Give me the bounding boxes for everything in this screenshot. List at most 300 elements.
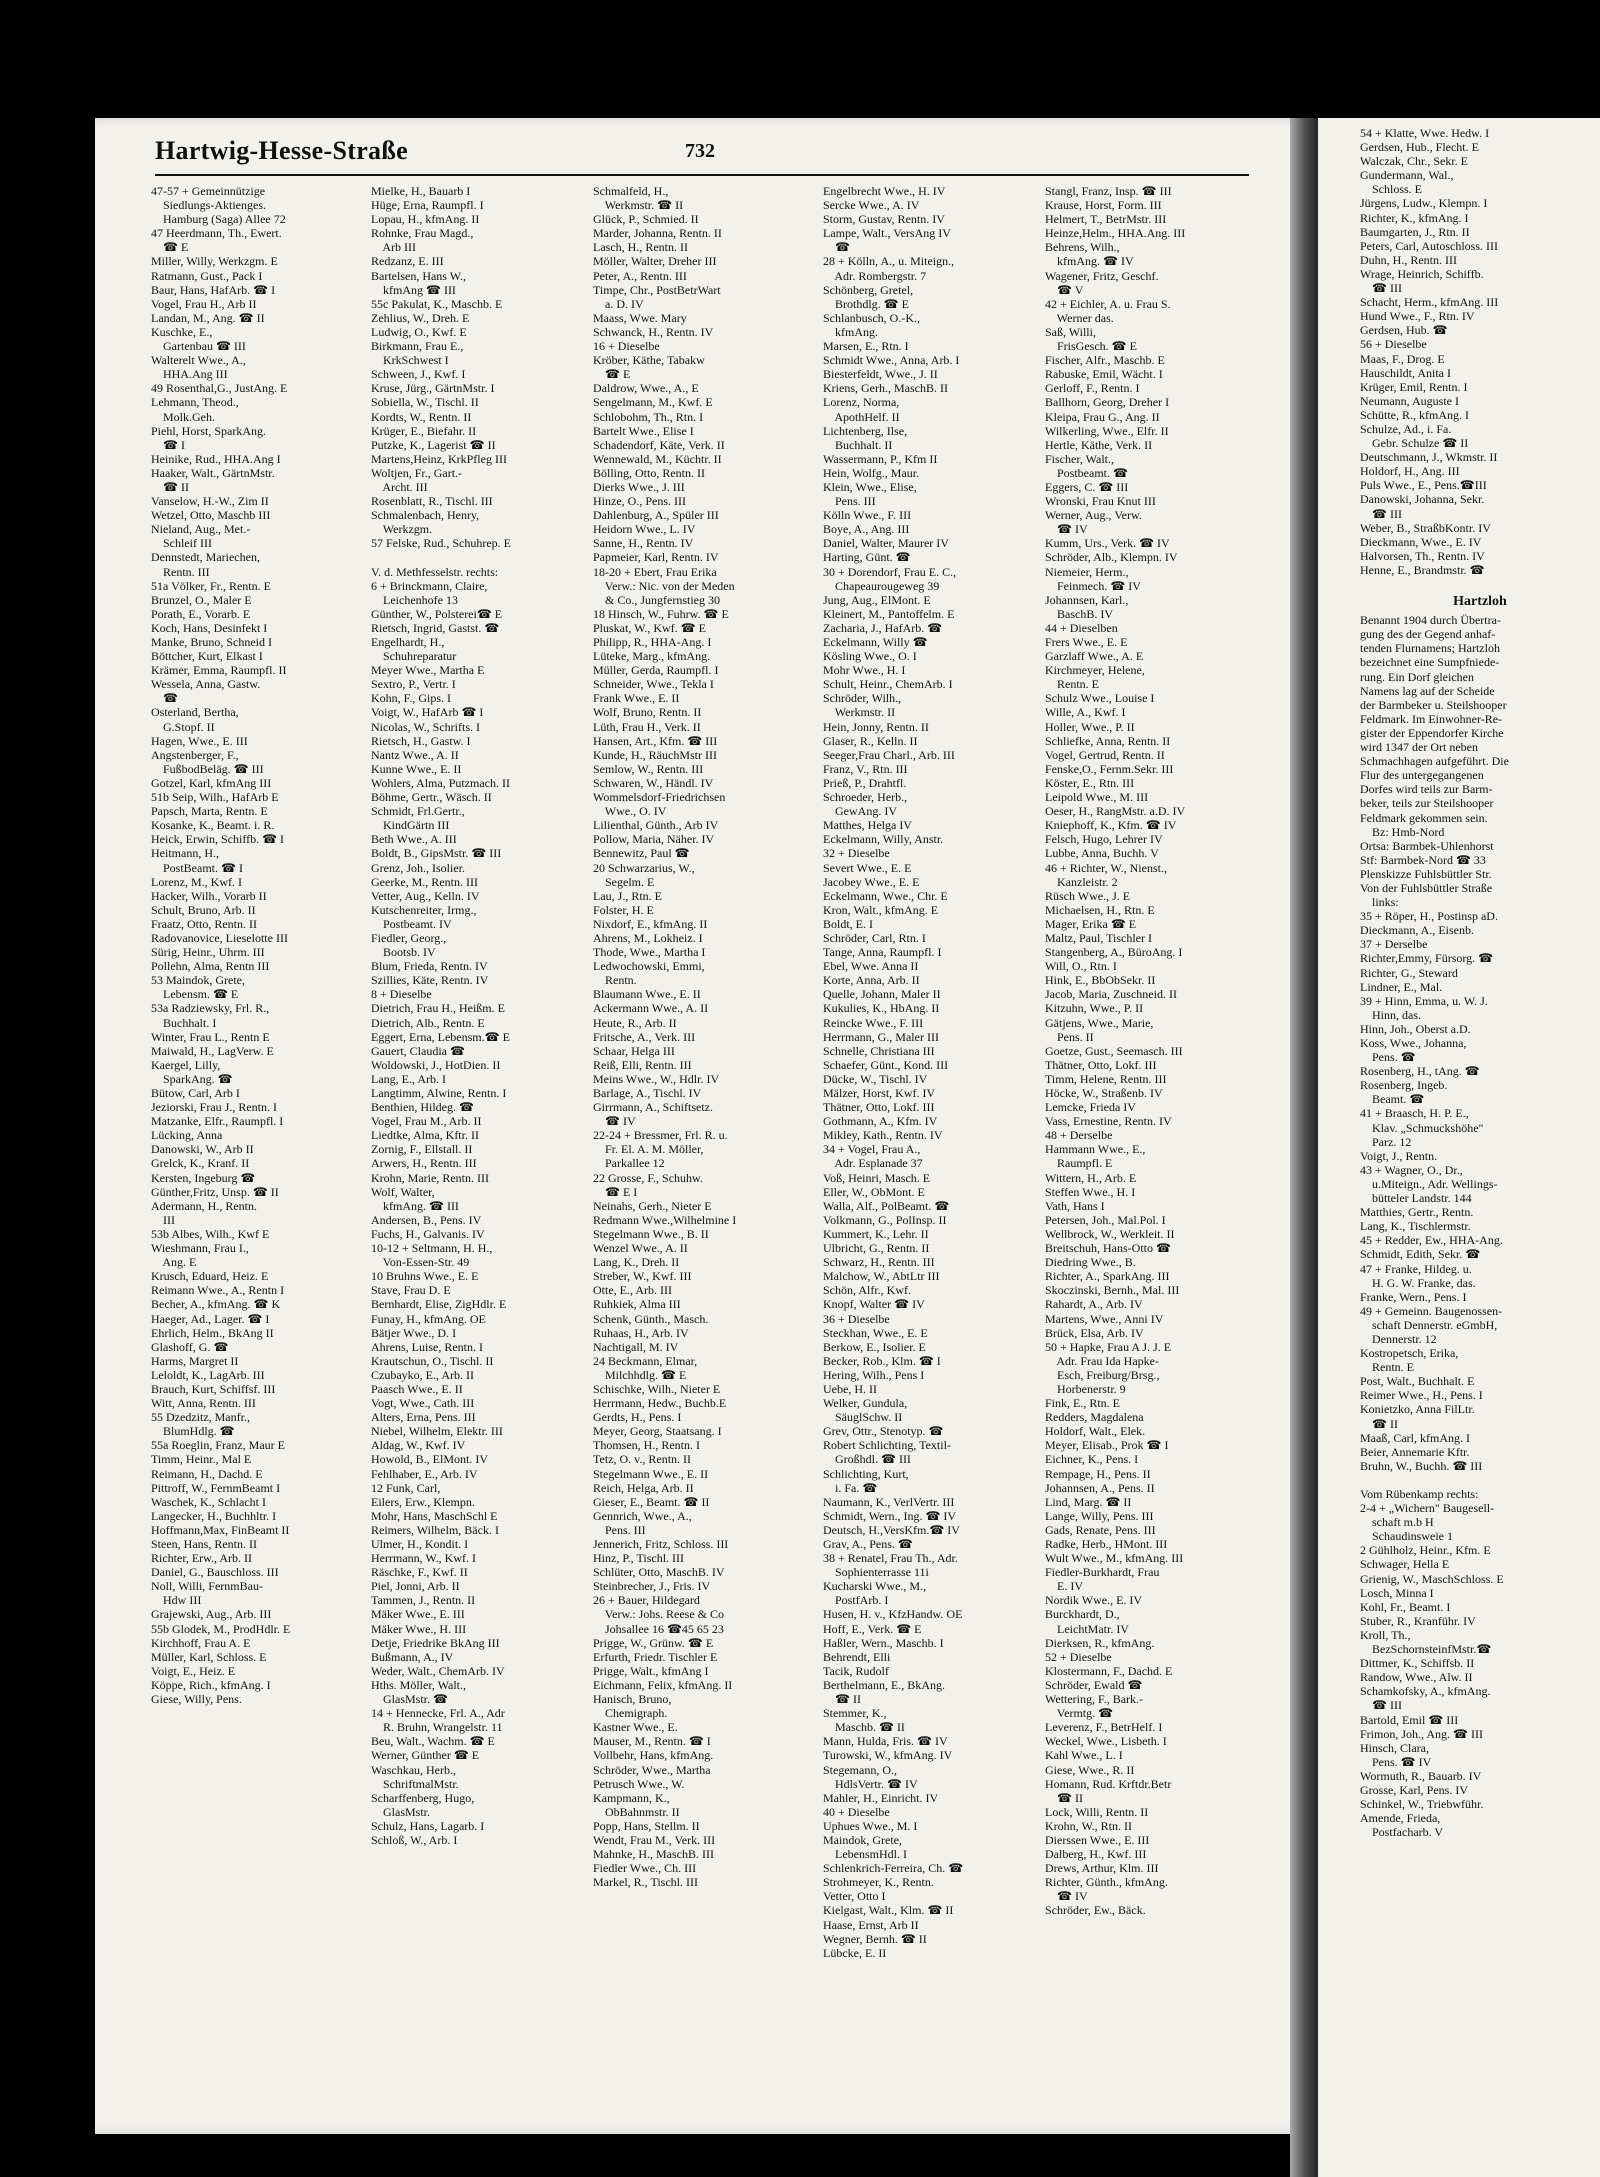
directory-entry: Behrendt, Elli bbox=[823, 1649, 891, 1664]
directory-entry: Sengelmann, M., Kwf. E bbox=[593, 395, 713, 410]
directory-entry: Eckelmann, Willy ☎ bbox=[823, 635, 928, 649]
directory-entry: Mauser, M., Rentn. ☎ I bbox=[593, 1734, 711, 1749]
directory-entry: Eichmann, Felix, kfmAng. II bbox=[593, 1677, 733, 1692]
directory-entry: KrkSchwest I bbox=[371, 353, 449, 368]
directory-entry: Pens. ☎ IV bbox=[1360, 1754, 1432, 1769]
directory-entry: Papmeier, Karl, Rentn. IV bbox=[593, 550, 719, 565]
directory-entry: Adermann, H., Rentn. bbox=[151, 1198, 257, 1213]
directory-entry: Reiß, Elli, Rentn. III bbox=[593, 1057, 692, 1072]
directory-entry: bezeichnet eine Sumpfniede- bbox=[1360, 655, 1500, 670]
directory-entry: Henne, E., Brandmstr. ☎ bbox=[1360, 562, 1485, 577]
directory-entry: Matthies, Gertr., Rentn. bbox=[1360, 1205, 1474, 1220]
directory-entry: Langecker, H., Buchhltr. I bbox=[151, 1508, 277, 1523]
directory-entry: 28 + Kölln, A., u. Miteign., bbox=[823, 254, 955, 269]
directory-entry: Meins Wwe., W., Hdlr. IV bbox=[593, 1071, 720, 1086]
directory-entry: Meyer, Elisab., Prok ☎ I bbox=[1045, 1438, 1169, 1453]
directory-entry: Strohmeyer, K., Rentn. bbox=[823, 1875, 934, 1890]
directory-entry: Hinn, das. bbox=[1360, 1007, 1421, 1022]
directory-entry: Krause, Horst, Form. III bbox=[1045, 198, 1162, 213]
directory-entry: Fiedler, Georg., bbox=[371, 930, 447, 945]
directory-entry: Richter, K., kfmAng. I bbox=[1360, 210, 1469, 225]
directory-entry: Hdw III bbox=[151, 1593, 202, 1608]
directory-entry: Kucharski Wwe., M., bbox=[823, 1579, 927, 1594]
directory-entry: Hein, Wolfg., Maur. bbox=[823, 465, 920, 480]
directory-entry: Woltjen, Fr., Gart.- bbox=[371, 465, 463, 480]
directory-entry: Müller, Gerda, Raumpfl. I bbox=[593, 663, 719, 678]
directory-entry: u.Miteign., Adr. Wellings- bbox=[1360, 1176, 1498, 1191]
directory-entry: Herrmann, Hedw., Buchb.E bbox=[593, 1396, 727, 1411]
directory-entry: Landan, M., Ang. ☎ II bbox=[151, 310, 265, 325]
directory-entry: Kitzuhn, Wwe., P. II bbox=[1045, 1001, 1144, 1016]
directory-entry: Wettering, F., Bark.- bbox=[1045, 1692, 1144, 1707]
directory-entry: Reimann Wwe., A., Rentn I bbox=[151, 1283, 285, 1298]
directory-entry: Lang, E., Arb. I bbox=[371, 1071, 446, 1086]
directory-entry: Wennewald, M., Küchtr. II bbox=[593, 451, 722, 466]
directory-entry: Miller, Willy, Werkzgm. E bbox=[151, 254, 278, 269]
directory-entry: Fischer, Walt., bbox=[1045, 451, 1114, 466]
directory-entry: Wendt, Frau M., Verk. III bbox=[593, 1832, 716, 1847]
directory-entry: Rempage, H., Pens. II bbox=[1045, 1466, 1151, 1481]
directory-entry: Biesterfeldt, Wwe., J. II bbox=[823, 367, 938, 382]
directory-entry: Raumpfl. E bbox=[1045, 1156, 1113, 1171]
directory-entry: Rüsch Wwe., J. E bbox=[1045, 888, 1131, 903]
directory-entry: Fuchs, H., Galvanis. IV bbox=[371, 1226, 485, 1241]
directory-entry: Fink, E., Rtn. E bbox=[1045, 1396, 1121, 1411]
directory-entry: Jeziorski, Frau J., Rentn. I bbox=[151, 1100, 277, 1115]
directory-entry: Otte, E., Arb. III bbox=[593, 1283, 672, 1298]
directory-entry: Von-Essen-Str. 49 bbox=[371, 1255, 470, 1270]
directory-entry: 14 + Hennecke, Frl. A., Adr bbox=[371, 1706, 505, 1721]
directory-entry: 43 + Wagner, O., Dr., bbox=[1360, 1162, 1463, 1177]
directory-entry: Schön, Alfr., Kwf. bbox=[823, 1283, 911, 1298]
directory-entry: Beier, Annemarie Kftr. bbox=[1360, 1444, 1470, 1459]
directory-entry: R. Bruhn, Wrangelstr. 11 bbox=[371, 1720, 503, 1735]
directory-entry: Martens, Wwe., Anni IV bbox=[1045, 1311, 1164, 1326]
directory-entry: Gebr. Schulze ☎ II bbox=[1360, 436, 1469, 451]
directory-entry: Ehrlich, Helm., BkAng II bbox=[151, 1325, 274, 1340]
directory-entry: G.Stopf. II bbox=[151, 719, 215, 734]
directory-entry: Schamkofsky, A., kfmAng. bbox=[1360, 1684, 1491, 1699]
directory-entry: Vath, Hans I bbox=[1045, 1198, 1105, 1213]
directory-entry: ☎ E bbox=[151, 240, 189, 255]
directory-entry: Dietrich, Alb., Rentn. E bbox=[371, 1015, 485, 1030]
directory-entry: Daldrow, Wwe., A., E bbox=[593, 381, 699, 396]
directory-entry: Maschb. ☎ II bbox=[823, 1720, 905, 1735]
directory-entry: Werner das. bbox=[1045, 310, 1114, 325]
directory-entry: Wolf, Bruno, Rentn. II bbox=[593, 705, 702, 720]
directory-entry: Neumann, Auguste I bbox=[1360, 393, 1459, 408]
directory-entry: Schulz Wwe., Louise I bbox=[1045, 691, 1155, 706]
directory-entry: 47 Heerdmann, Th., Ewert. bbox=[151, 226, 282, 241]
directory-entry: Feldmark. Im Einwohner-Re- bbox=[1360, 711, 1503, 726]
directory-entry: Vom Rübenkamp rechts: bbox=[1360, 1487, 1479, 1501]
directory-entry: Ballhorn, Georg, Dreher I bbox=[1045, 395, 1170, 410]
directory-entry: Wohlers, Alma, Putzmach. II bbox=[371, 775, 511, 790]
directory-entry: Adr. Esplanade 37 bbox=[823, 1156, 923, 1171]
directory-entry: Frimon, Joh., Ang. ☎ III bbox=[1360, 1726, 1483, 1741]
directory-entry: Schröder, Carl, Rtn. I bbox=[823, 930, 926, 945]
directory-entry: ☎ IV bbox=[593, 1114, 636, 1129]
directory-entry: Kösling Wwe., O. I bbox=[823, 649, 917, 664]
directory-entry: Uebe, H. II bbox=[823, 1381, 877, 1396]
directory-entry: 53a Radziewsky, Frl. R., bbox=[151, 1001, 270, 1016]
directory-entry: Timm, Helene, Rentn. III bbox=[1045, 1071, 1167, 1086]
directory-entry: Losch, Minna I bbox=[1360, 1585, 1434, 1600]
directory-entry: Grosse, Karl, Pens. IV bbox=[1360, 1782, 1468, 1797]
directory-entry: Ang. E bbox=[151, 1255, 197, 1270]
directory-entry: Hinze, O., Pens. III bbox=[593, 494, 686, 509]
directory-entry: Kröber, Käthe, Tabakw bbox=[593, 353, 705, 368]
directory-entry: Rietsch, H., Gastw. I bbox=[371, 733, 471, 748]
directory-entry: Holdorf, Walt., Elek. bbox=[1045, 1424, 1146, 1439]
directory-entry: Glaser, R., Kelln. II bbox=[823, 733, 918, 748]
directory-entry: Kirchmeyer, Helene, bbox=[1045, 663, 1145, 678]
directory-entry: Schulze, Ad., i. Fa. bbox=[1360, 421, 1452, 436]
directory-entry: Bartelt Wwe., Elise I bbox=[593, 423, 694, 438]
directory-entry: 51a Völker, Fr., Rentn. E bbox=[151, 578, 271, 593]
directory-entry: Osterland, Bertha, bbox=[151, 705, 239, 720]
directory-entry: ☎ I bbox=[151, 437, 185, 452]
directory-entry: Benannt 1904 durch Übertra- bbox=[1360, 613, 1501, 628]
directory-entry: Tammen, J., Rentn. II bbox=[371, 1593, 476, 1608]
directory-entry: Rentn. III bbox=[151, 564, 210, 579]
directory-entry: BlumHdlg. ☎ bbox=[151, 1424, 235, 1439]
column-4 bbox=[819, 184, 1041, 1960]
directory-entry: HdlsVertr. ☎ IV bbox=[823, 1776, 918, 1791]
directory-entry: Esch, Freiburg/Brsg., bbox=[1045, 1367, 1160, 1382]
directory-entry: Puls Wwe., E., Pens.☎III bbox=[1360, 478, 1487, 493]
directory-entry: 26 + Bauer, Hildegard bbox=[593, 1593, 700, 1608]
directory-entry: Dieckmann, A., Eisenb. bbox=[1360, 923, 1474, 938]
directory-entry: ☎ III bbox=[1360, 281, 1402, 296]
directory-entry: Dorfes wird teils zur Barm- bbox=[1360, 782, 1493, 797]
directory-entry: Pollehn, Alma, Rentn III bbox=[151, 959, 270, 974]
directory-entry: Feldmark gekommen sein. bbox=[1360, 810, 1488, 825]
directory-entry: Klostermann, F., Dachd. E bbox=[1045, 1663, 1173, 1678]
directory-entry: Welker, Gundula, bbox=[823, 1396, 908, 1411]
directory-entry: Kron, Walt., kfmAng. E bbox=[823, 902, 939, 917]
directory-entry: Holler, Wwe., P. II bbox=[1045, 719, 1135, 734]
directory-entry: Zornig, F., Ellstall. II bbox=[371, 1142, 473, 1157]
directory-entry: Pens. II bbox=[1045, 1029, 1094, 1044]
directory-entry: Feinmech. ☎ IV bbox=[1045, 578, 1141, 593]
directory-entry: 12 Funk, Carl, bbox=[371, 1480, 441, 1495]
directory-entry: Mager, Erika ☎ E bbox=[1045, 916, 1137, 931]
directory-entry: Schröder, Ewald ☎ bbox=[1045, 1677, 1143, 1692]
directory-entry: Jacob, Maria, Zuschneid. II bbox=[1045, 987, 1177, 1002]
directory-entry: 10 Bruhns Wwe., E. E bbox=[371, 1269, 479, 1284]
directory-entry: Schmidt, Edith, Sekr. ☎ bbox=[1360, 1247, 1481, 1262]
directory-entry: Hoffmann,Max, FinBeamt II bbox=[151, 1522, 290, 1537]
directory-entry: Gennrich, Wwe., A., bbox=[593, 1508, 692, 1523]
directory-entry: Mahler, H., Einricht. IV bbox=[823, 1790, 939, 1805]
directory-entry: Seeger,Frau Charl., Arb. III bbox=[823, 747, 955, 762]
directory-entry: Schween, J., Kwf. I bbox=[371, 367, 466, 382]
directory-entry: ☎ II bbox=[1045, 1790, 1083, 1805]
directory-entry: Wrage, Heinrich, Schiffb. bbox=[1360, 266, 1484, 281]
columns bbox=[95, 176, 1305, 1960]
running-head: Hartwig-Hesse-Straße bbox=[155, 136, 408, 165]
directory-entry: Schroeder, Herb., bbox=[823, 790, 908, 805]
directory-entry: Birkmann, Frau E., bbox=[371, 339, 464, 354]
directory-entry: Kummert, K., Lehr. II bbox=[823, 1226, 929, 1241]
directory-entry: Thätner, Otto, Lokf. III bbox=[823, 1100, 935, 1115]
directory-entry: ☎ II bbox=[823, 1692, 861, 1707]
directory-entry: Dierssen Wwe., E. III bbox=[1045, 1832, 1150, 1847]
directory-entry: Husen, H. v., KfzHandw. OE bbox=[823, 1607, 963, 1622]
directory-entry: Meyer Wwe., Martha E bbox=[371, 663, 485, 678]
directory-entry: Bernhardt, Elise, ZigHdlr. E bbox=[371, 1297, 507, 1312]
directory-entry: Krautschun, O., Tischl. II bbox=[371, 1353, 494, 1368]
directory-entry: Köster, E., Rtn. III bbox=[1045, 775, 1135, 790]
directory-entry: Nieland, Aug., Met.- bbox=[151, 522, 251, 537]
directory-entry: Boldt, E. I bbox=[823, 916, 873, 931]
directory-entry: 49 Rosenthal,G., JustAng. E bbox=[151, 381, 288, 396]
directory-entry: Quelle, Johann, Maler II bbox=[823, 987, 941, 1002]
directory-entry: Homann, Rud. Krftdr.Betr bbox=[1045, 1776, 1172, 1791]
directory-entry: Pollow, Maria, Näher. IV bbox=[593, 832, 715, 847]
directory-entry: Baur, Hans, HafArb. ☎ I bbox=[151, 282, 276, 297]
directory-entry: Haaker, Walt., GärtnMstr. bbox=[151, 465, 275, 480]
directory-entry: Heitmann, H., bbox=[151, 846, 219, 861]
directory-entry: Lock, Willi, Rentn. II bbox=[1045, 1804, 1149, 1819]
directory-entry: Grev, Ottr., Stenotyp. ☎ bbox=[823, 1424, 944, 1439]
directory-entry: Aldag, W., Kwf. IV bbox=[371, 1438, 466, 1453]
directory-entry: Eckelmann, Wwe., Chr. E bbox=[823, 888, 948, 903]
directory-entry: Martens,Heinz, KrkPfleg III bbox=[371, 451, 507, 466]
directory-entry: Böttcher, Kurt, Elkast I bbox=[151, 649, 263, 664]
directory-entry: Engelhardt, H., bbox=[371, 635, 445, 649]
directory-entry: Steckhan, Wwe., E. E bbox=[823, 1325, 928, 1340]
directory-entry: Kastner Wwe., E. bbox=[593, 1720, 678, 1735]
directory-entry: Michaelsen, H., Rtn. E bbox=[1045, 902, 1155, 917]
directory-entry: Andersen, B., Pens. IV bbox=[371, 1212, 482, 1227]
directory-entry: BezSchornsteinfMstr.☎ bbox=[1360, 1642, 1492, 1657]
directory-entry: Sophienterrasse 11i bbox=[823, 1565, 929, 1580]
directory-entry: Korte, Anna, Arb. II bbox=[823, 973, 920, 988]
directory-entry: Archt. III bbox=[371, 479, 428, 494]
directory-entry: Wellbrock, W., Werkleit. II bbox=[1045, 1226, 1175, 1241]
street-heading: Hartzloh bbox=[1453, 594, 1507, 610]
directory-entry: Mäker Wwe., H. III bbox=[371, 1621, 467, 1636]
directory-entry: Kleipa, Frau G., Ang. II bbox=[1045, 409, 1160, 424]
directory-entry: Koss, Wwe., Johanna, bbox=[1360, 1036, 1467, 1050]
directory-entry: ApothHelf. II bbox=[823, 409, 900, 424]
directory-entry: Diedring Wwe., B. bbox=[1045, 1255, 1136, 1270]
directory-entry: Ortsa: Barmbek-Uhlenhorst bbox=[1360, 838, 1494, 853]
directory-entry: Amende, Frieda, bbox=[1360, 1811, 1441, 1826]
directory-entry: Mahnke, H., MaschB. III bbox=[593, 1847, 714, 1862]
directory-entry: Rabuske, Emil, Wächt. I bbox=[1045, 367, 1163, 382]
directory-entry: Mikley, Kath., Rentn. IV bbox=[823, 1128, 943, 1143]
directory-entry: Helmert, T., BetrMstr. III bbox=[1045, 212, 1167, 227]
directory-entry: Bruhn, W., Buchh. ☎ III bbox=[1360, 1458, 1483, 1473]
directory-entry: Lange, Willy, Pens. III bbox=[1045, 1508, 1154, 1523]
directory-entry: Burckhardt, D., bbox=[1045, 1607, 1120, 1622]
directory-entry: Benthien, Hildeg. ☎ bbox=[371, 1100, 474, 1115]
directory-entry: Thode, Wwe., Martha I bbox=[593, 945, 706, 960]
directory-entry: Wenzel Wwe., A. II bbox=[593, 1241, 688, 1256]
directory-entry: Tacik, Rudolf bbox=[823, 1663, 889, 1678]
directory-entry: Berkow, E., Isolier. E bbox=[823, 1339, 926, 1354]
directory-entry: Lampe, Walt., VersAng IV bbox=[823, 226, 951, 241]
directory-entry: Dietrich, Frau H., Heißm. E bbox=[371, 1001, 505, 1016]
directory-entry: bütteler Landstr. 144 bbox=[1360, 1191, 1472, 1206]
directory-entry: ☎ II bbox=[151, 479, 189, 494]
directory-entry: Sürig, Heinr., Uhrm. III bbox=[151, 945, 265, 960]
directory-entry: Deutschmann, J., Wkmstr. II bbox=[1360, 450, 1498, 465]
directory-entry: Günther,Fritz, Unsp. ☎ II bbox=[151, 1184, 279, 1199]
directory-entry: Lehmann, Theod., bbox=[151, 395, 239, 410]
directory-entry: Fraatz, Otto, Rentn. II bbox=[151, 916, 257, 931]
directory-entry: 30 + Dorendorf, Frau E. C., bbox=[823, 564, 957, 579]
directory-entry: wird 1347 der Ort neben bbox=[1360, 740, 1478, 755]
directory-entry: Frank Wwe., E. II bbox=[593, 691, 680, 706]
directory-entry: Hein, Jonny, Rentn. II bbox=[823, 719, 929, 734]
directory-entry: Breitschuh, Hans-Otto ☎ bbox=[1045, 1241, 1171, 1256]
directory-entry: Rosenberg, Ingeb. bbox=[1360, 1078, 1448, 1093]
directory-entry: 6 + Brinckmann, Claire, bbox=[371, 578, 488, 593]
directory-entry: Sanne, H., Rentn. IV bbox=[593, 536, 694, 551]
directory-entry: a. D. IV bbox=[593, 296, 644, 311]
directory-entry: Neinahs, Gerh., Nieter E bbox=[593, 1198, 712, 1213]
directory-entry: Liedtke, Alma, Kftr. II bbox=[371, 1128, 479, 1143]
directory-entry: 48 + Derselbe bbox=[1045, 1128, 1113, 1143]
directory-entry: Voigt, E., Heiz. E bbox=[151, 1663, 236, 1678]
directory-entry: 51b Seip, Wilh., HafArb E bbox=[151, 790, 279, 805]
directory-entry: Leloldt, K., LagArb. III bbox=[151, 1367, 265, 1382]
directory-entry: Popp, Hans, Stellm. II bbox=[593, 1818, 700, 1833]
directory-entry: Pluskat, W., Kwf. ☎ E bbox=[593, 620, 706, 635]
directory-entry: PostfArb. I bbox=[823, 1593, 889, 1608]
directory-entry: Funay, H., kfmAng. OE bbox=[371, 1311, 486, 1326]
directory-entry: Redders, Magdalena bbox=[1045, 1410, 1144, 1425]
directory-entry: Kohl, Fr., Beamt. I bbox=[1360, 1599, 1451, 1614]
directory-entry: Zacharia, J., HafArb. ☎ bbox=[823, 620, 943, 635]
directory-entry: Dittmer, K., Schiffsb. II bbox=[1360, 1656, 1475, 1671]
directory-entry: Becker, Rob., Klm. ☎ I bbox=[823, 1353, 941, 1368]
directory-entry: ☎ E bbox=[593, 367, 631, 382]
directory-entry: SchriftmalMstr. bbox=[371, 1776, 459, 1791]
directory-entry: gung des der Gegend anhaf- bbox=[1360, 627, 1496, 642]
directory-entry: Vetter, Otto I bbox=[823, 1889, 886, 1904]
directory-entry: Johannsen, Karl., bbox=[1045, 592, 1129, 607]
directory-entry: Paasch Wwe., E. II bbox=[371, 1381, 463, 1396]
directory-entry: Möller, Walter, Dreher III bbox=[593, 254, 717, 269]
directory-entry: Schütte, R., kfmAng. I bbox=[1360, 407, 1469, 422]
directory-entry: Howold, B., ElMont. IV bbox=[371, 1452, 488, 1467]
directory-entry: Peters, Carl, Autoschloss. III bbox=[1360, 238, 1498, 253]
directory-entry: Marsen, E., Rtn. I bbox=[823, 339, 909, 354]
directory-entry: Brück, Elsa, Arb. IV bbox=[1045, 1325, 1144, 1340]
directory-entry: 47-57 + Gemeinnützige bbox=[151, 184, 266, 198]
directory-entry: Bußmann, A., IV bbox=[371, 1649, 454, 1664]
directory-entry: Fr. El. A. M. Möller, bbox=[593, 1142, 704, 1157]
directory-entry: Post, Walt., Buchhalt. E bbox=[1360, 1374, 1475, 1389]
directory-entry: III bbox=[151, 1212, 175, 1227]
column-1 bbox=[147, 184, 367, 1960]
directory-entry: 49 + Gemeinn. Baugenossen- bbox=[1360, 1303, 1503, 1318]
directory-entry: Mälzer, Horst, Kwf. IV bbox=[823, 1086, 936, 1100]
directory-entry: Arwers, H., Rentn. III bbox=[371, 1156, 477, 1171]
directory-entry: Hths. Möller, Walt., bbox=[371, 1677, 466, 1692]
directory-entry: Kordts, W., Rentn. II bbox=[371, 409, 472, 424]
directory-entry: Bütow, Carl, Arb I bbox=[151, 1086, 240, 1100]
directory-entry: Boldt, B., GipsMstr. ☎ III bbox=[371, 846, 502, 861]
directory-entry: 22 Grosse, F., Schuhw. bbox=[593, 1170, 703, 1185]
directory-entry: Reimers, Wilhelm, Bäck. I bbox=[371, 1522, 499, 1537]
directory-entry: Rosenberg, H., tAng. ☎ bbox=[1360, 1064, 1480, 1079]
directory-entry: Stave, Frau D. E bbox=[371, 1283, 451, 1298]
directory-entry: Kölln Wwe., F. III bbox=[823, 508, 912, 523]
directory-entry: Hund Wwe., F., Rtn. IV bbox=[1360, 309, 1475, 324]
directory-entry: Nantz Wwe., A. II bbox=[371, 747, 459, 762]
directory-entry: Piel, Jonni, Arb. II bbox=[371, 1579, 460, 1594]
directory-entry: & Co., Jungfernstieg 30 bbox=[593, 592, 720, 607]
directory-entry: Beu, Walt., Wachm. ☎ E bbox=[371, 1734, 495, 1749]
directory-entry: Maass, Wwe. Mary bbox=[593, 310, 687, 325]
directory-entry: Bootsb. IV bbox=[371, 945, 436, 960]
directory-entry: Nordik Wwe., E. IV bbox=[1045, 1593, 1143, 1608]
directory-entry: Herrmann, W., Kwf. I bbox=[371, 1551, 476, 1566]
directory-entry: Schult, Heinr., ChemArb. I bbox=[823, 677, 953, 692]
directory-entry: Heick, Erwin, Schiffb. ☎ I bbox=[151, 832, 285, 847]
directory-entry: Malchow, W., AbtLtr III bbox=[823, 1269, 940, 1284]
directory-entry: Scharffenberg, Hugo, bbox=[371, 1790, 475, 1805]
directory-entry: Weber, B., StraßbKontr. IV bbox=[1360, 520, 1491, 535]
directory-entry: SparkAng. ☎ bbox=[151, 1071, 233, 1086]
directory-entry: Postfacharb. V bbox=[1360, 1825, 1444, 1840]
directory-entry: Piehl, Horst, SparkAng. bbox=[151, 423, 266, 438]
directory-entry: Werkmstr. ☎ II bbox=[593, 198, 684, 213]
directory-entry bbox=[1360, 577, 1600, 591]
directory-entry: Hinsch, Clara, bbox=[1360, 1740, 1429, 1755]
directory-entry: 37 + Derselbe bbox=[1360, 937, 1428, 952]
directory-entry: Hinn, Joh., Oberst a.D. bbox=[1360, 1021, 1471, 1036]
directory-entry: Reich, Helga, Arb. II bbox=[593, 1480, 694, 1495]
directory-entry: Vogt, Wwe., Cath. III bbox=[371, 1396, 475, 1411]
directory-entry: Winter, Frau L., Rentn E bbox=[151, 1029, 270, 1044]
directory-entry: Steinbrecher, J., Fris. IV bbox=[593, 1579, 711, 1594]
directory-entry: Ruhaas, H., Arb. IV bbox=[593, 1325, 689, 1340]
directory-entry: Eller, W., ObMont. E bbox=[823, 1184, 925, 1199]
directory-entry: Will, O., Rtn. I bbox=[1045, 959, 1117, 974]
directory-entry: Redmann Wwe.,Wilhelmine I bbox=[593, 1212, 737, 1227]
directory-entry: Harting, Günt. ☎ bbox=[823, 550, 911, 565]
directory-entry: 46 + Richter, W., Nienst., bbox=[1045, 860, 1167, 875]
directory-entry: Dierks Wwe., J. III bbox=[593, 479, 685, 494]
directory-entry: Leipold Wwe., M. III bbox=[1045, 790, 1149, 805]
directory-entry: Grenz, Joh., Isolier. bbox=[371, 860, 465, 875]
directory-entry: kfmAng ☎ III bbox=[371, 282, 456, 297]
directory-entry: beker, teils zur Steilshooper bbox=[1360, 796, 1494, 811]
directory-entry: Sextro, P., Vertr. I bbox=[371, 677, 456, 692]
directory-entry: Heute, R., Arb. II bbox=[593, 1015, 677, 1030]
directory-entry: Von der Fuhlsbüttler Straße bbox=[1360, 880, 1493, 895]
directory-entry: Oeser, H., RangMstr. a.D. IV bbox=[1045, 804, 1186, 819]
directory-entry: Grienig, W., MaschSchloss. E bbox=[1360, 1571, 1504, 1586]
directory-entry: Kleinert, M., Pantoffelm. E bbox=[823, 606, 955, 621]
directory-entry: Wassermann, P., Kfm II bbox=[823, 451, 938, 466]
directory-entry: Lilienthal, Günth., Arb IV bbox=[593, 818, 719, 833]
directory-entry: Danowski, W., Arb II bbox=[151, 1142, 254, 1157]
directory-entry: Herrmann, G., Maler III bbox=[823, 1029, 939, 1044]
directory-entry: Mohr Wwe., H. I bbox=[823, 663, 906, 678]
directory-entry: Werkmstr. II bbox=[823, 705, 896, 720]
directory-entry: Manke, Bruno, Schneid I bbox=[151, 635, 272, 649]
directory-entry: Richter, A., SparkAng. III bbox=[1045, 1269, 1170, 1284]
directory-entry: Schaudinsweie 1 bbox=[1360, 1529, 1453, 1544]
